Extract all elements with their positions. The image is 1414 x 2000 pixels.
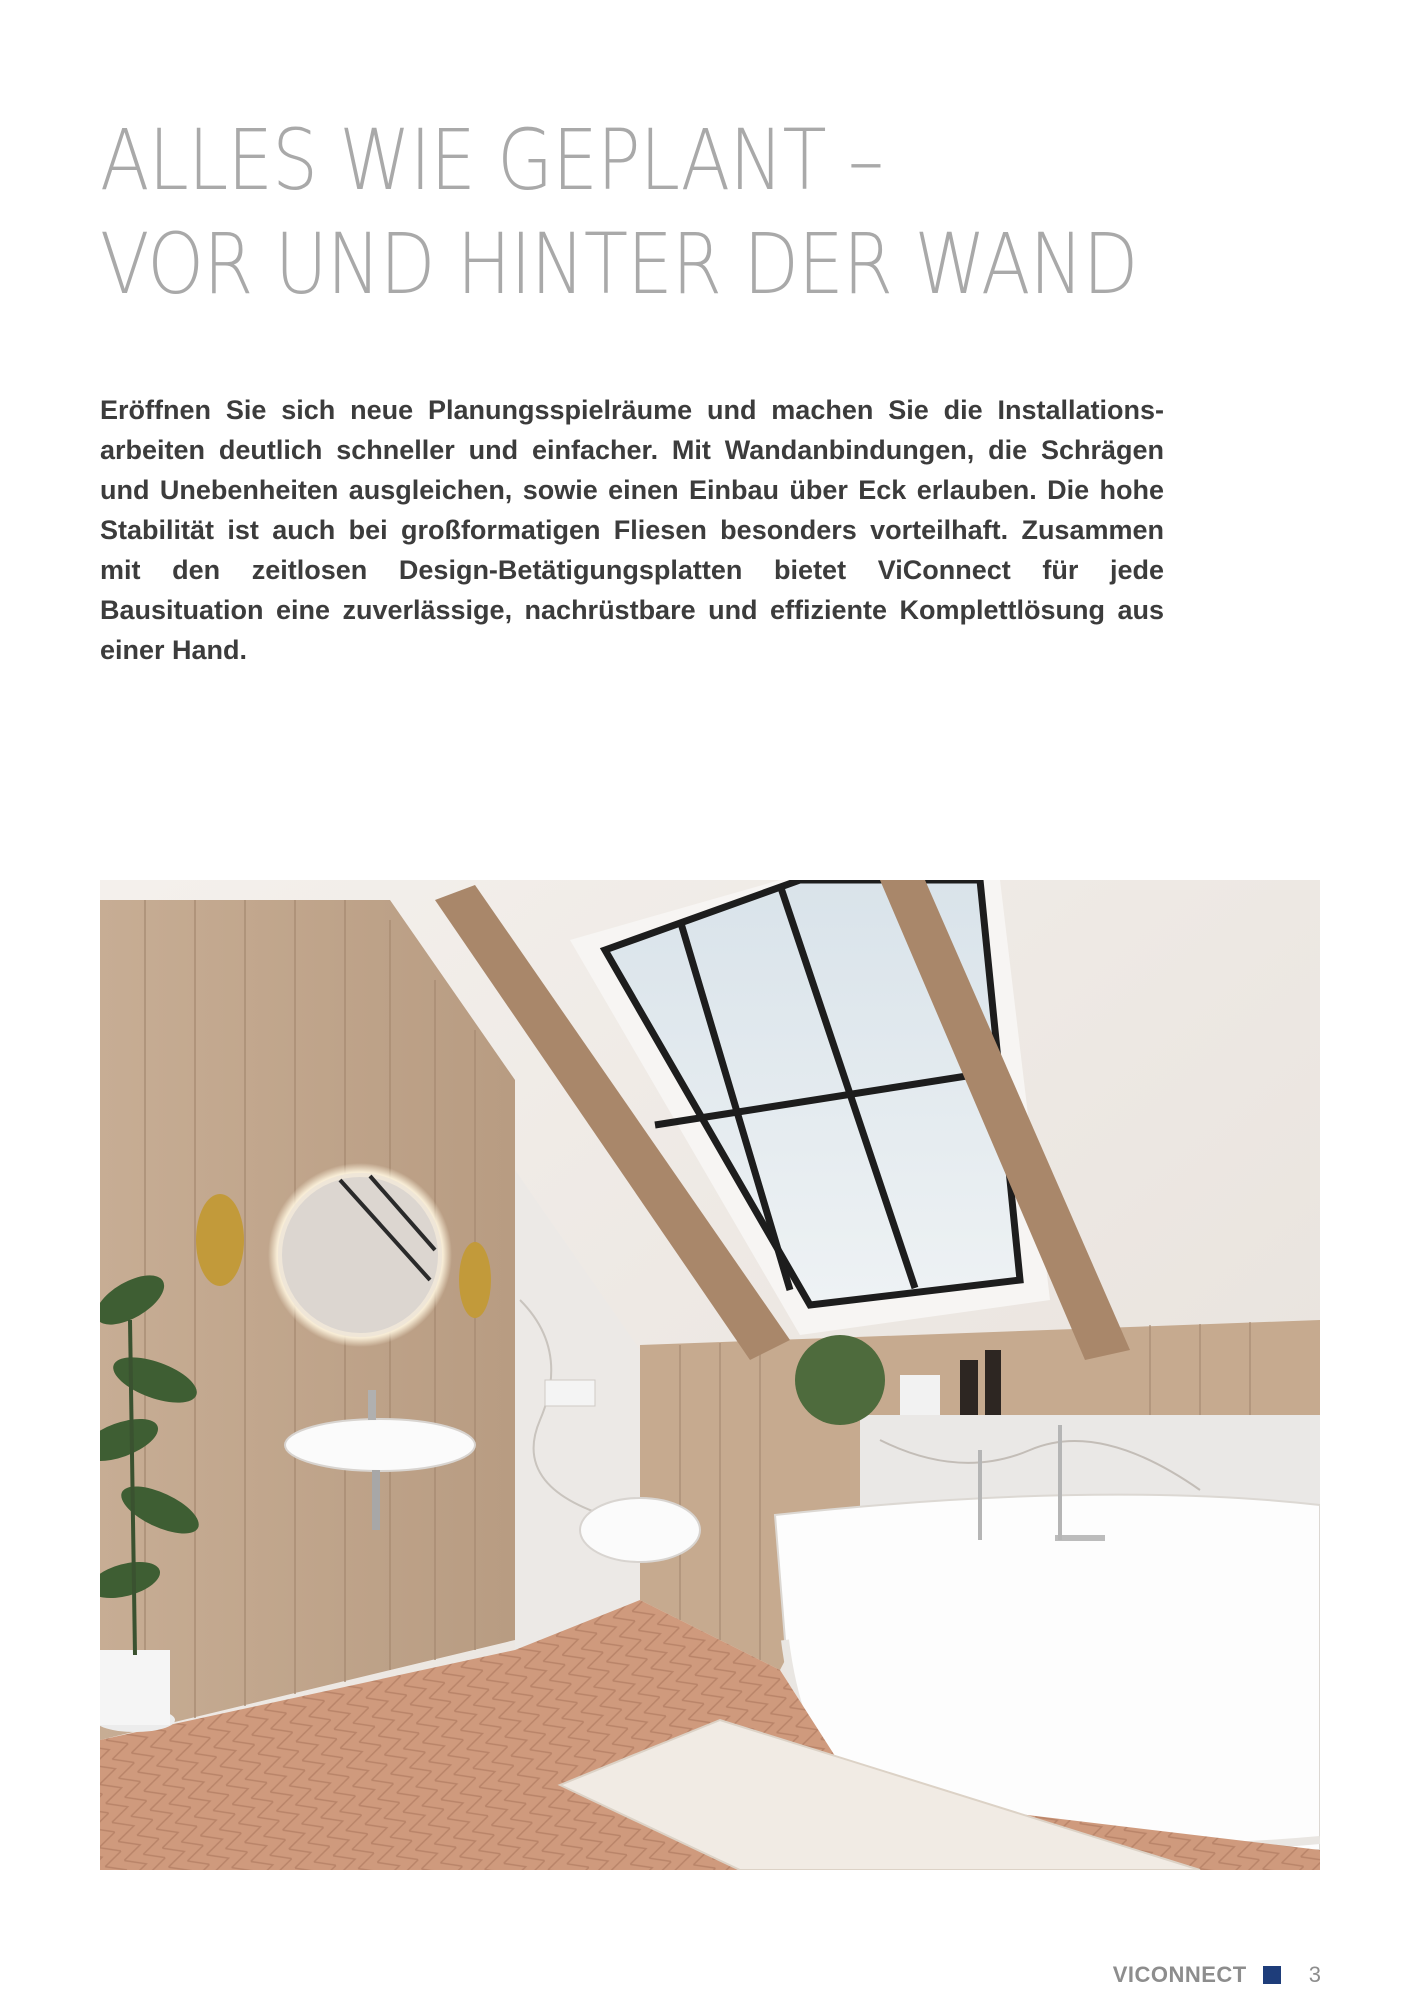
bathroom-photo-icon xyxy=(100,880,1320,1870)
page-footer xyxy=(1113,1962,1321,1988)
footer-brand: VICONNECT xyxy=(1112,1962,1247,1987)
page-number: 3 xyxy=(1308,1962,1321,1987)
brand-square-icon xyxy=(1263,1966,1281,1984)
headline-line-1: ALLES WIE GEPLANT – xyxy=(100,111,884,209)
bathroom-photo xyxy=(100,880,1320,1870)
page-headline xyxy=(100,108,1138,316)
intro-paragraph: Eröffnen Sie sich neue Planungsspielräume und machen Sie die Installationsarbeiten deutlich schneller und einfacher. Mit Wandanbindungen, die Schrägen und Unebenheiten ausgleichen, sowie einen Einbau über Eck erlauben. Die hohe Stabilität ist auch bei großformatigen Fliesen besonders vorteilhaft. Zusammen mit den zeitlosen Design-Betätigungsplatten bietet ViConnect für jede Bausituation eine zuverlässige, nachrüstbare und effiziente Komplettlösung aus einer Hand. xyxy=(100,395,1164,665)
headline-line-2: VOR UND HINTER DER WAND xyxy=(100,215,1138,313)
